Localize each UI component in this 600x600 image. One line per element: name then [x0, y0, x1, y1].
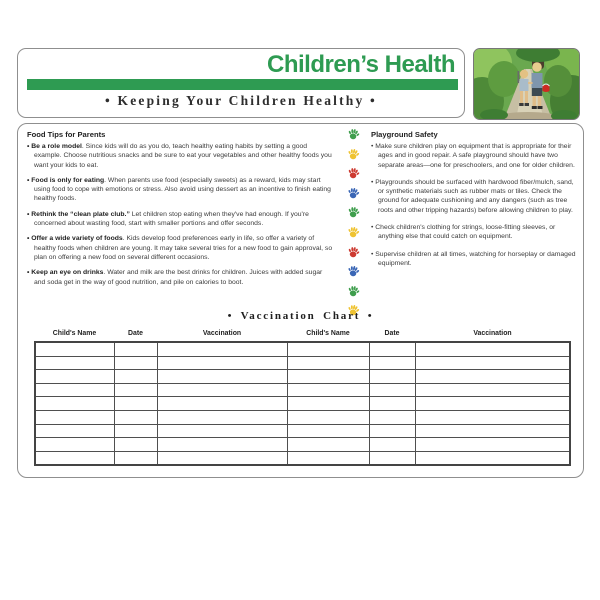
column-header: Child's Name: [52, 329, 97, 337]
table-cell: [415, 370, 570, 384]
handprint-icon: [347, 167, 360, 180]
table-cell: [287, 383, 369, 397]
table-cell: [287, 356, 369, 370]
table-cell: [415, 451, 570, 465]
food-tips-list: [27, 142, 334, 287]
table-row: [35, 342, 570, 356]
list-item: • Supervise children at all times, watching for horseplay or damaged equipment.: [371, 250, 576, 267]
tip-lead: • Offer a wide variety of foods: [27, 235, 123, 243]
handprint-icon: [347, 226, 360, 239]
table-cell: [415, 356, 570, 370]
handprint-icon: [347, 265, 360, 278]
list-item: • Make sure children play on equipment that is appropriate for their ages and in good repair. A safe playground should have two separate areas—one for preschoolers, and one for older children.: [371, 143, 575, 169]
table-cell: [369, 451, 415, 465]
table-cell: [35, 424, 114, 438]
playground-safety-list: [371, 142, 578, 268]
list-item: • Playgrounds should be surfaced with hardwood fiber/mulch, sand, or synthetic materials such as rubber mats or tiles. Check the ground for adequate cushioning and any dangers (such as tree roots and other tripping hazards) before allowing children to play.: [371, 178, 574, 214]
table-row: [35, 383, 570, 397]
table-cell: [157, 356, 287, 370]
table-cell: [157, 342, 287, 356]
table-cell: [287, 342, 369, 356]
column-header: Date: [384, 329, 400, 337]
table-row: [35, 438, 570, 452]
table-cell: [35, 438, 114, 452]
table-cell: [369, 370, 415, 384]
vaccination-table-body: [35, 342, 570, 465]
table-cell: [114, 451, 157, 465]
table-row: [35, 397, 570, 411]
table-cell: [157, 397, 287, 411]
table-cell: [369, 397, 415, 411]
table-cell: [157, 370, 287, 384]
tip-lead: • Be a role model: [27, 143, 82, 150]
table-cell: [415, 397, 570, 411]
playground-safety-heading: Playground Safety: [371, 130, 438, 139]
content-panel: [17, 123, 584, 478]
handprint-icon: [347, 285, 360, 298]
list-item: • Be a role model. Since kids will do as you do, teach healthy eating habits by setting a good example. Choose nutritious snacks and be sure to eat your vegetables and other healthy foods you want your kids to eat.: [27, 143, 332, 169]
table-cell: [287, 397, 369, 411]
table-cell: [114, 410, 157, 424]
table-cell: [287, 410, 369, 424]
page-title: Children’s Health: [267, 51, 455, 78]
handprint-icon: [347, 187, 360, 200]
food-tips-heading: Food Tips for Parents: [27, 130, 106, 139]
list-item: • Check children's clothing for strings, loose-fitting sleeves, or anything else that could catch on equipment.: [371, 224, 556, 241]
table-row: [35, 370, 570, 384]
tip-lead: • Keep an eye on drinks: [27, 269, 104, 277]
vaccination-table: [34, 328, 571, 466]
table-row: [35, 410, 570, 424]
vaccination-table-header: [35, 328, 570, 342]
playground-safety-section: [371, 130, 578, 276]
column-header: Child's Name: [306, 329, 350, 337]
table-cell: [114, 370, 157, 384]
handprint-icons-column: [342, 128, 364, 317]
table-cell: [415, 383, 570, 397]
table-cell: [287, 451, 369, 465]
page-subtitle: • Keeping Your Children Healthy •: [105, 93, 377, 108]
table-cell: [369, 342, 415, 356]
table-row: [35, 451, 570, 465]
table-cell: [415, 342, 570, 356]
table-cell: [114, 424, 157, 438]
header: [17, 48, 465, 118]
table-cell: [287, 438, 369, 452]
table-cell: [415, 424, 570, 438]
table-cell: [35, 383, 114, 397]
table-cell: [369, 356, 415, 370]
table-cell: [415, 410, 570, 424]
table-cell: [35, 451, 114, 465]
table-cell: [114, 342, 157, 356]
column-header: Date: [128, 329, 143, 337]
table-cell: [287, 370, 369, 384]
list-item: • Keep an eye on drinks. Water and milk are the best drinks for children. Juices with added sugar and soda get in the way of good nutrition, and pile on calories to boot.: [27, 269, 323, 286]
title-underline-bar: [27, 79, 458, 90]
table-cell: [369, 410, 415, 424]
table-cell: [35, 370, 114, 384]
table-cell: [287, 424, 369, 438]
handprint-icon: [347, 246, 360, 259]
list-item: • Rethink the “clean plate club.” Let children stop eating when they've had enough. If you're concerned about wasting food, start with smaller portions and offer seconds.: [27, 210, 309, 228]
table-cell: [369, 383, 415, 397]
column-header: Vaccination: [202, 329, 242, 337]
table-row: [35, 424, 570, 438]
list-item: • Food is only for eating. When parents use food (especially sweets) as a reward, kids may start using food to cope with emotions or stress. Also avoid using dessert as an incentive to finish eating healthy foods.: [27, 176, 331, 203]
table-cell: [114, 356, 157, 370]
handprint-icon: [347, 128, 360, 141]
table-row: [35, 356, 570, 370]
table-cell: [369, 438, 415, 452]
vaccination-chart-title: • Vaccination Chart •: [227, 310, 374, 322]
handprint-icon: [347, 206, 360, 219]
list-item: • Offer a wide variety of foods. Kids develop food preferences early in life, so offer a variety of healthy foods when children are young. It may take several tries for a new food to gain approval, so plan on offering a new food on several different occasions.: [27, 235, 333, 261]
table-cell: [114, 438, 157, 452]
table-cell: [35, 342, 114, 356]
children-photo: [473, 48, 580, 120]
table-cell: [157, 383, 287, 397]
handprint-icon: [347, 148, 360, 161]
tip-lead: • Rethink the “clean plate club.”: [27, 210, 130, 218]
table-cell: [369, 424, 415, 438]
table-cell: [157, 438, 287, 452]
table-cell: [114, 397, 157, 411]
table-cell: [35, 356, 114, 370]
table-cell: [415, 438, 570, 452]
table-cell: [157, 451, 287, 465]
tip-lead: • Food is only for eating: [27, 176, 105, 184]
table-cell: [35, 410, 114, 424]
column-header: Vaccination: [473, 329, 512, 337]
food-tips-section: [27, 130, 334, 293]
children-photo-illustration: [474, 49, 579, 119]
table-cell: [157, 424, 287, 438]
table-cell: [157, 410, 287, 424]
table-cell: [114, 383, 157, 397]
table-cell: [35, 397, 114, 411]
